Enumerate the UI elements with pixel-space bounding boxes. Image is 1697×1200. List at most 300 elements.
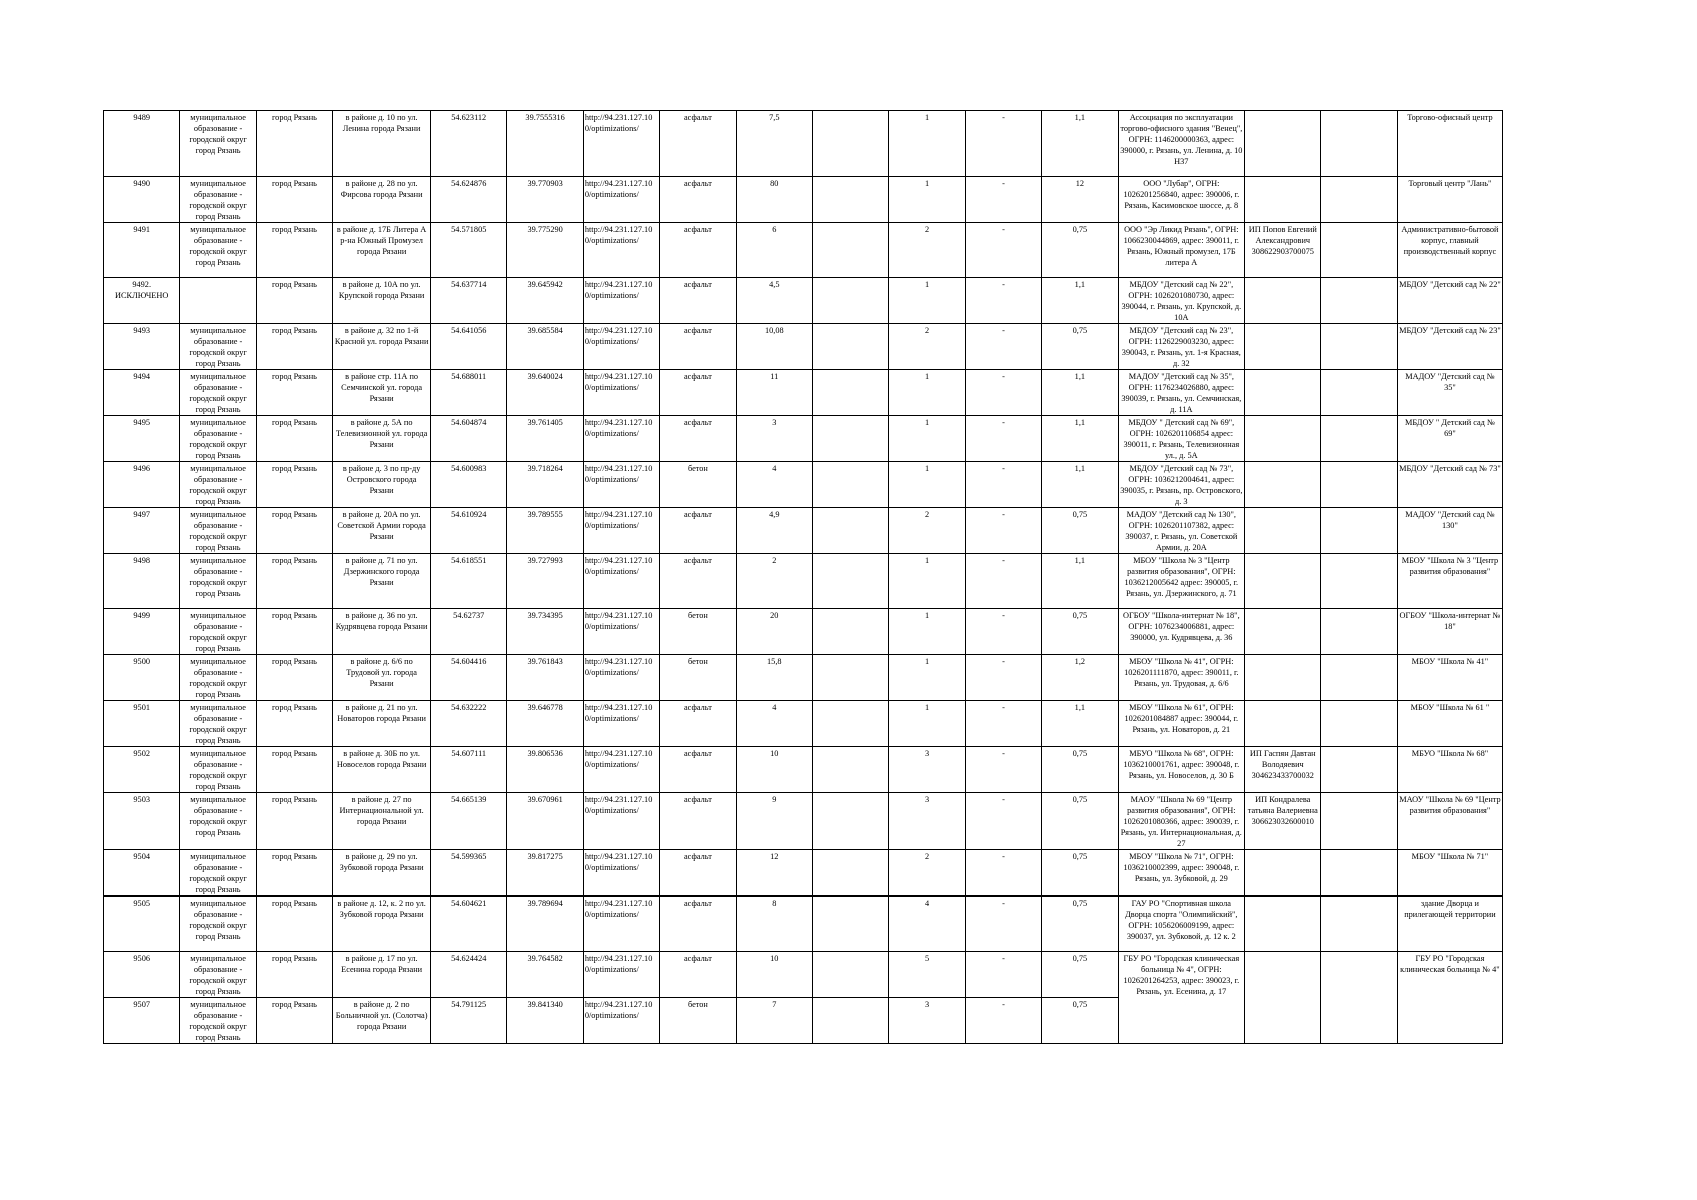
cell-vol: 0,75 [1042,951,1118,997]
cell-area: 2 [736,554,812,609]
cell-lat: 54.62737 [431,609,507,655]
cell-owner: МБОУ "Школа № 3 "Центр развития образования", ОГРН: 1036212005642 адрес: 390005, г. Рязань, ул. Дзержинского, д. 71 [1118,554,1245,609]
cell-c15 [1321,223,1397,278]
cell-id: 9500 [104,655,180,701]
cell-c8 [813,111,889,177]
cell-src: МАДОУ "Детский сад № 130" [1397,508,1502,554]
cell-mo: муниципальное образование - городской округ город Рязань [180,896,256,951]
cell-ip [1245,701,1321,747]
cell-c10: - [965,177,1041,223]
cell-ip [1245,416,1321,462]
cell-src: МБОУ "Школа № 61 " [1397,701,1502,747]
cell-mo: муниципальное образование - городской округ город Рязань [180,793,256,850]
cell-surface: бетон [660,462,736,508]
cell-surface: асфальт [660,951,736,997]
cell-mo: муниципальное образование - городской округ город Рязань [180,701,256,747]
cell-vol: 1,1 [1042,278,1118,324]
cell-vol: 1,1 [1042,462,1118,508]
cell-id: 9503 [104,793,180,850]
cell-ip: ИП Кондралева татьяна Валериевна 306623032600010 [1245,793,1321,850]
cell-lon: 39.761405 [507,416,583,462]
cell-url: http://94.231.127.10 0/optimizations/ [583,416,659,462]
cell-src: ОГБОУ "Школа-интернат № 18" [1397,609,1502,655]
cell-lat: 54.624424 [431,951,507,997]
cell-c15 [1321,416,1397,462]
cell-mo: муниципальное образование - городской округ город Рязань [180,223,256,278]
cell-src: МБДОУ "Детский сад № 22" [1397,278,1502,324]
cell-vol: 0,75 [1042,747,1118,793]
cell-c8 [813,655,889,701]
cell-src: МАОУ "Школа № 69 "Центр развития образования" [1397,793,1502,850]
cell-addr: в районе д. 2 по Больничной ул. (Солотча) города Рязани [333,997,431,1043]
cell-c10: - [965,416,1041,462]
cell-city: город Рязань [256,997,332,1043]
cell-url: http://94.231.127.10 0/optimizations/ [583,609,659,655]
register-rows [104,111,1503,1044]
table-row [104,896,1503,951]
cell-src: МБДОУ "Детский сад № 23" [1397,324,1502,370]
cell-lat: 54.610924 [431,508,507,554]
cell-area: 4 [736,701,812,747]
cell-c15 [1321,177,1397,223]
cell-ip [1245,462,1321,508]
cell-surface: асфальт [660,324,736,370]
cell-count: 1 [889,177,965,223]
cell-url: http://94.231.127.10 0/optimizations/ [583,508,659,554]
cell-c8 [813,609,889,655]
cell-lon: 39.685584 [507,324,583,370]
cell-city: город Рязань [256,508,332,554]
table-row [104,111,1503,177]
cell-lon: 39.761843 [507,655,583,701]
cell-count: 1 [889,462,965,508]
cell-id: 9490 [104,177,180,223]
table-row [104,793,1503,850]
cell-lat: 54.618551 [431,554,507,609]
cell-lat: 54.607111 [431,747,507,793]
cell-surface: асфальт [660,793,736,850]
cell-lat: 54.604416 [431,655,507,701]
cell-lon: 39.775290 [507,223,583,278]
cell-c15 [1321,278,1397,324]
cell-src: МБДОУ " Детский сад № 69" [1397,416,1502,462]
cell-id: 9494 [104,370,180,416]
cell-owner: МБДОУ "Детский сад № 22", ОГРН: 1026201080730, адрес: 390044, г. Рязань, ул. Крупской, д. 10А [1118,278,1245,324]
cell-count: 1 [889,554,965,609]
cell-vol: 12 [1042,177,1118,223]
cell-ip [1245,609,1321,655]
cell-lon: 39.734395 [507,609,583,655]
cell-url: http://94.231.127.10 0/optimizations/ [583,111,659,177]
cell-lon: 39.770903 [507,177,583,223]
cell-mo: муниципальное образование - городской округ город Рязань [180,177,256,223]
cell-c8 [813,701,889,747]
cell-vol: 0,75 [1042,508,1118,554]
table-row [104,850,1503,897]
cell-lat: 54.623112 [431,111,507,177]
cell-id: 9501 [104,701,180,747]
cell-lat: 54.641056 [431,324,507,370]
cell-ip [1245,111,1321,177]
cell-addr: в районе д. 28 по ул. Фирсова города Рязани [333,177,431,223]
cell-lat: 54.571805 [431,223,507,278]
cell-owner: МБУО "Школа № 68", ОГРН: 1036210001761, адрес: 390048, г. Рязань, ул. Новоселов, д. 30 Б [1118,747,1245,793]
table-row [104,177,1503,223]
cell-lon: 39.646778 [507,701,583,747]
cell-c15 [1321,370,1397,416]
cell-city: город Рязань [256,370,332,416]
cell-city: город Рязань [256,554,332,609]
cell-mo: муниципальное образование - городской округ город Рязань [180,850,256,897]
cell-owner: ОГБОУ "Школа-интернат № 18", ОГРН: 1076234006881, адрес: 390000, ул. Кудрявцева, д. 36 [1118,609,1245,655]
cell-ip [1245,850,1321,897]
cell-url: http://94.231.127.10 0/optimizations/ [583,370,659,416]
table-row [104,416,1503,462]
cell-src: МБОУ "Школа № 71" [1397,850,1502,897]
cell-c10: - [965,609,1041,655]
cell-count: 2 [889,223,965,278]
cell-id: 9497 [104,508,180,554]
cell-c8 [813,508,889,554]
cell-city: город Рязань [256,951,332,997]
cell-surface: асфальт [660,111,736,177]
cell-mo: муниципальное образование - городской округ город Рязань [180,324,256,370]
cell-owner: МБОУ "Школа № 41", ОГРН: 1026201111870, адрес: 390011, г. Рязань, ул. Трудовая, д. 6/6 [1118,655,1245,701]
cell-vol: 0,75 [1042,223,1118,278]
cell-c8 [813,462,889,508]
cell-url: http://94.231.127.10 0/optimizations/ [583,278,659,324]
cell-surface: асфальт [660,223,736,278]
cell-count: 5 [889,951,965,997]
cell-c10: - [965,655,1041,701]
cell-owner: Ассоциация по эксплуатации торгово-офисного здания "Венец", ОГРН: 1146200000363, адрес: 390000, г. Рязань, ул. Ленина, д. 10 Н37 [1118,111,1245,177]
cell-city: город Рязань [256,609,332,655]
cell-addr: в районе д. 3 по пр-ду Островского города Рязани [333,462,431,508]
cell-ip [1245,278,1321,324]
cell-url: http://94.231.127.10 0/optimizations/ [583,554,659,609]
cell-vol: 1,2 [1042,655,1118,701]
cell-surface: асфальт [660,177,736,223]
cell-url: http://94.231.127.10 0/optimizations/ [583,896,659,951]
cell-c8 [813,747,889,793]
cell-c10: - [965,554,1041,609]
cell-addr: в районе стр. 11А по Семчинской ул. города Рязани [333,370,431,416]
cell-surface: асфальт [660,747,736,793]
cell-addr: в районе д. 17 по ул. Есенина города Рязани [333,951,431,997]
cell-owner: МБОУ "Школа № 61", ОГРН: 1026201084887 адрес: 390044, г. Рязань, ул. Новаторов, д. 21 [1118,701,1245,747]
cell-mo: муниципальное образование - городской округ город Рязань [180,462,256,508]
table-row [104,508,1503,554]
cell-count: 1 [889,111,965,177]
cell-c10: - [965,462,1041,508]
cell-lat: 54.637714 [431,278,507,324]
table-row [104,655,1503,701]
cell-id: 9496 [104,462,180,508]
cell-c15 [1321,793,1397,850]
cell-addr: в районе д. 20А по ул. Советской Армии города Рязани [333,508,431,554]
cell-mo: муниципальное образование - городской округ город Рязань [180,609,256,655]
cell-addr: в районе д. 10 по ул. Ленина города Рязани [333,111,431,177]
cell-addr: в районе д. 10А по ул. Крупской города Рязани [333,278,431,324]
cell-area: 10,08 [736,324,812,370]
cell-id: 9495 [104,416,180,462]
cell-mo: муниципальное образование - городской округ город Рязань [180,111,256,177]
cell-c8 [813,278,889,324]
cell-c10: - [965,701,1041,747]
cell-id: 9504 [104,850,180,897]
cell-vol: 0,75 [1042,793,1118,850]
cell-c15 [1321,747,1397,793]
cell-c15 [1321,554,1397,609]
cell-src: МБУО "Школа № 68" [1397,747,1502,793]
cell-city: город Рязань [256,747,332,793]
cell-c15 [1321,609,1397,655]
cell-mo [180,278,256,324]
cell-count: 3 [889,793,965,850]
cell-c10: - [965,370,1041,416]
cell-c8 [813,223,889,278]
cell-count: 1 [889,370,965,416]
table-row [104,701,1503,747]
table-row [104,951,1503,997]
cell-src: МБОУ "Школа № 41" [1397,655,1502,701]
cell-surface: асфальт [660,554,736,609]
cell-lon: 39.806536 [507,747,583,793]
cell-c15 [1321,701,1397,747]
cell-owner: МБДОУ "Детский сад № 73", ОГРН: 1036212004641, адрес: 390035, г. Рязань, пр. Островского, д. 3 [1118,462,1245,508]
cell-count: 1 [889,701,965,747]
cell-mo: муниципальное образование - городской округ город Рязань [180,655,256,701]
cell-lon: 39.789694 [507,896,583,951]
cell-url: http://94.231.127.10 0/optimizations/ [583,462,659,508]
cell-owner: ГАУ РО "Спортивная школа Дворца спорта "Олимпийский", ОГРН: 1056206009199, адрес: 390037, ул. Зубковой, д. 12 к. 2 [1118,896,1245,951]
cell-city: город Рязань [256,111,332,177]
cell-surface: асфальт [660,416,736,462]
cell-ip [1245,655,1321,701]
cell-c10: - [965,997,1041,1043]
cell-url: http://94.231.127.10 0/optimizations/ [583,701,659,747]
cell-id: 9493 [104,324,180,370]
cell-owner: ООО "Эр Ликид Рязань", ОГРН: 1066230044869, адрес: 390011, г. Рязань, Южный промузел, 17Б литера А [1118,223,1245,278]
cell-vol: 1,1 [1042,111,1118,177]
cell-addr: в районе д. 30Б по ул. Новоселов города Рязани [333,747,431,793]
cell-lat: 54.604874 [431,416,507,462]
cell-url: http://94.231.127.10 0/optimizations/ [583,997,659,1043]
cell-addr: в районе д. 32 по 1-й Красной ул. города Рязани [333,324,431,370]
cell-url: http://94.231.127.10 0/optimizations/ [583,951,659,997]
cell-owner: МБОУ "Школа № 71", ОГРН: 1036210002399, адрес: 390048, г. Рязань, ул. Зубковой, д. 29 [1118,850,1245,897]
cell-c8 [813,324,889,370]
cell-city: город Рязань [256,177,332,223]
cell-c8 [813,951,889,997]
cell-addr: в районе д. 5А по Телевизионной ул. города Рязани [333,416,431,462]
table-row [104,324,1503,370]
cell-c15 [1321,111,1397,177]
cell-area: 8 [736,896,812,951]
cell-vol: 0,75 [1042,324,1118,370]
cell-surface: асфальт [660,508,736,554]
cell-count: 3 [889,747,965,793]
cell-area: 12 [736,850,812,897]
cell-vol: 1,1 [1042,554,1118,609]
cell-city: город Рязань [256,701,332,747]
table-row [104,554,1503,609]
cell-lat: 54.604621 [431,896,507,951]
cell-lat: 54.624876 [431,177,507,223]
cell-c8 [813,177,889,223]
cell-lat: 54.688011 [431,370,507,416]
cell-c10: - [965,324,1041,370]
cell-src: здание Дворца и прилегающей территории [1397,896,1502,951]
cell-id: 9492. ИСКЛЮЧЕНО [104,278,180,324]
cell-owner: ГБУ РО "Городская клиническая больница № 4", ОГРН: 1026201264253, адрес: 390023, г. Рязань, ул. Есенина, д. 17 [1118,951,1245,1043]
cell-c15 [1321,462,1397,508]
cell-city: город Рязань [256,655,332,701]
cell-city: город Рязань [256,223,332,278]
cell-c15 [1321,951,1397,1043]
cell-area: 10 [736,747,812,793]
cell-area: 3 [736,416,812,462]
cell-c8 [813,554,889,609]
cell-url: http://94.231.127.10 0/optimizations/ [583,324,659,370]
cell-c10: - [965,223,1041,278]
cell-addr: в районе д. 29 по ул. Зубковой города Рязани [333,850,431,897]
cell-surface: асфальт [660,278,736,324]
cell-city: город Рязань [256,416,332,462]
cell-src: МАДОУ "Детский сад № 35" [1397,370,1502,416]
cell-mo: муниципальное образование - городской округ город Рязань [180,997,256,1043]
cell-c10: - [965,896,1041,951]
document-sheet [103,110,1503,1044]
table-row [104,370,1503,416]
cell-addr: в районе д. 17Б Литера А р-на Южный Промузел города Рязани [333,223,431,278]
cell-src: Торговый центр "Лань" [1397,177,1502,223]
cell-city: город Рязань [256,896,332,951]
cell-city: город Рязань [256,793,332,850]
cell-addr: в районе д. 6/6 по Трудовой ул. города Рязани [333,655,431,701]
cell-lon: 39.764582 [507,951,583,997]
cell-c10: - [965,747,1041,793]
cell-lon: 39.817275 [507,850,583,897]
cell-lon: 39.789555 [507,508,583,554]
cell-area: 4 [736,462,812,508]
cell-lon: 39.841340 [507,997,583,1043]
cell-city: город Рязань [256,278,332,324]
cell-city: город Рязань [256,324,332,370]
cell-ip [1245,508,1321,554]
cell-owner: МАДОУ "Детский сад № 130", ОГРН: 1026201107382, адрес: 390037, г. Рязань, ул. Советской Армии, д. 20А [1118,508,1245,554]
cell-lon: 39.670961 [507,793,583,850]
cell-c10: - [965,793,1041,850]
cell-ip: ИП Попов Евгений Александрович 308622903700075 [1245,223,1321,278]
cell-id: 9505 [104,896,180,951]
cell-c8 [813,896,889,951]
register-table [103,110,1503,1044]
cell-url: http://94.231.127.10 0/optimizations/ [583,747,659,793]
cell-src: Торгово-офисный центр [1397,111,1502,177]
cell-addr: в районе д. 12, к. 2 по ул. Зубковой города Рязани [333,896,431,951]
cell-lon: 39.640024 [507,370,583,416]
cell-id: 9506 [104,951,180,997]
cell-count: 1 [889,278,965,324]
cell-c8 [813,793,889,850]
cell-c15 [1321,508,1397,554]
cell-c10: - [965,278,1041,324]
cell-url: http://94.231.127.10 0/optimizations/ [583,850,659,897]
cell-area: 4,9 [736,508,812,554]
cell-lat: 54.791125 [431,997,507,1043]
cell-lon: 39.718264 [507,462,583,508]
cell-mo: муниципальное образование - городской округ город Рязань [180,951,256,997]
cell-area: 4,5 [736,278,812,324]
cell-c8 [813,850,889,897]
cell-area: 7 [736,997,812,1043]
cell-lat: 54.632222 [431,701,507,747]
cell-surface: асфальт [660,370,736,416]
cell-addr: в районе д. 21 по ул. Новаторов города Рязани [333,701,431,747]
cell-mo: муниципальное образование - городской округ город Рязань [180,554,256,609]
cell-vol: 1,1 [1042,370,1118,416]
cell-count: 2 [889,324,965,370]
cell-count: 1 [889,609,965,655]
cell-area: 15,8 [736,655,812,701]
cell-addr: в районе д. 36 по ул. Кудрявцева города Рязани [333,609,431,655]
cell-vol: 1,1 [1042,416,1118,462]
cell-ip [1245,896,1321,951]
cell-c10: - [965,111,1041,177]
cell-surface: асфальт [660,850,736,897]
cell-count: 3 [889,997,965,1043]
cell-c15 [1321,896,1397,951]
cell-mo: муниципальное образование - городской округ город Рязань [180,416,256,462]
cell-area: 11 [736,370,812,416]
cell-vol: 0,75 [1042,896,1118,951]
cell-owner: ООО "Лубар", ОГРН: 1026201256840, адрес: 390006, г. Рязань, Касимовское шоссе, д. 8 [1118,177,1245,223]
cell-lon: 39.7555316 [507,111,583,177]
cell-ip [1245,951,1321,1043]
cell-surface: бетон [660,997,736,1043]
table-row [104,747,1503,793]
cell-surface: бетон [660,655,736,701]
cell-c15 [1321,655,1397,701]
cell-id: 9498 [104,554,180,609]
cell-id: 9507 [104,997,180,1043]
cell-area: 9 [736,793,812,850]
cell-area: 7,5 [736,111,812,177]
table-row [104,609,1503,655]
cell-count: 1 [889,416,965,462]
cell-url: http://94.231.127.10 0/optimizations/ [583,177,659,223]
cell-lon: 39.727993 [507,554,583,609]
cell-ip [1245,324,1321,370]
cell-vol: 0,75 [1042,850,1118,897]
cell-ip [1245,370,1321,416]
table-row [104,278,1503,324]
cell-c10: - [965,850,1041,897]
cell-ip: ИП Гаспян Давтан Володяевич 304623433700032 [1245,747,1321,793]
cell-count: 2 [889,850,965,897]
cell-c8 [813,370,889,416]
table-row [104,462,1503,508]
cell-ip [1245,177,1321,223]
cell-owner: МБДОУ "Детский сад № 23", ОГРН: 1126229003230, адрес: 390043, г. Рязань, ул. 1-я Красная, д. 32 [1118,324,1245,370]
cell-url: http://94.231.127.10 0/optimizations/ [583,793,659,850]
cell-lon: 39.645942 [507,278,583,324]
cell-vol: 0,75 [1042,609,1118,655]
cell-vol: 1,1 [1042,701,1118,747]
cell-addr: в районе д. 27 по Интернациональной ул. города Рязани [333,793,431,850]
cell-surface: асфальт [660,701,736,747]
